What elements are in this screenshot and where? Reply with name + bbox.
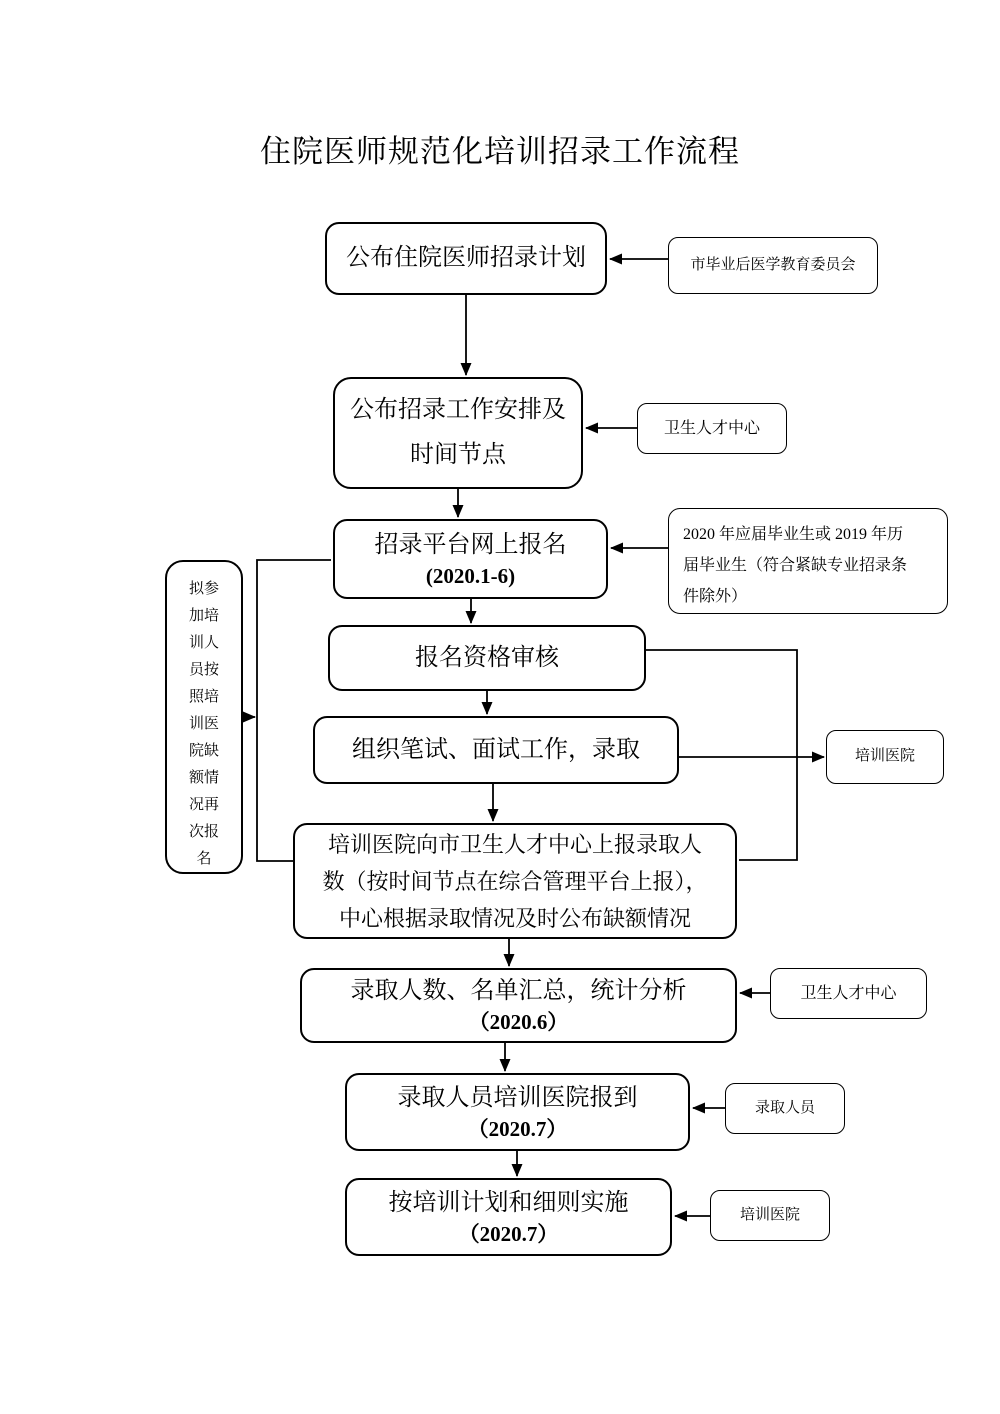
flow-step-period: (2020.1-6) [425, 563, 516, 588]
flow-step-label: 招录平台网上报名 [374, 531, 567, 558]
flow-step-qualification-review [328, 625, 646, 691]
flow-step-summary-analysis [300, 968, 737, 1043]
annotation-label: 录取人员 [754, 1099, 815, 1116]
annotation-talent-center-bottom [770, 968, 927, 1019]
flow-step-label: 报名资格审核 [415, 644, 559, 671]
annotation-talent-center-top [637, 403, 787, 454]
flow-step-announce-plan [325, 222, 607, 295]
note-reapply-by-vacancy [165, 560, 243, 874]
flow-step-label: 组织笔试、面试工作，录取 [352, 736, 640, 763]
annotation-line: 届毕业生（符合紧缺专业招录条 [683, 557, 908, 574]
annotation-line: 2020 年应届毕业生或 2019 年历 [683, 526, 904, 543]
flow-step-label: 录取人数、名单汇总，统计分析 [350, 978, 687, 1005]
flow-step-label: 录取人员培训医院报到 [397, 1084, 638, 1111]
annotation-training-hospital-right [826, 730, 944, 784]
annotation-line: 件除外） [683, 588, 748, 605]
flow-step-hospital-checkin [345, 1073, 690, 1151]
flow-step-online-register [333, 519, 608, 599]
flow-step-announce-schedule [333, 377, 583, 489]
annotation-education-committee [668, 237, 878, 294]
note-text: 拟参加培训人员按照培训医院缺额情况再次报名 [188, 581, 219, 867]
flow-step-line: 培训医院向市卫生人才中心上报录取人 [327, 831, 702, 857]
flow-step-label: 公布住院医师招录计划 [346, 245, 586, 272]
annotation-label: 培训医院 [739, 1206, 800, 1223]
flow-step-exam-admission [313, 716, 679, 784]
annotation-eligible-graduates [668, 508, 948, 614]
annotation-label: 卫生人才中心 [663, 419, 760, 437]
annotation-training-hospital-bottom [710, 1190, 830, 1241]
flow-step-line: 公布招录工作安排及 [350, 397, 566, 424]
page-title: 住院医师规范化培训招录工作流程 [260, 134, 740, 169]
annotation-admitted-people [725, 1083, 845, 1134]
annotation-label: 培训医院 [854, 748, 915, 765]
annotation-label: 卫生人才中心 [800, 984, 897, 1002]
flow-step-line: 中心根据录取情况及时公布缺额情况 [338, 905, 691, 931]
connector-report-feedback-to-register [257, 560, 331, 861]
flow-step-line: 时间节点 [410, 442, 506, 469]
flow-step-implement-training [345, 1178, 672, 1256]
flow-step-period: （2020.6） [468, 1010, 569, 1035]
flow-step-period: （2020.7） [458, 1221, 559, 1246]
flow-step-period: （2020.7） [467, 1116, 568, 1141]
annotation-label: 市毕业后医学教育委员会 [690, 256, 856, 273]
flow-step-line: 数（按时间节点在综合管理平台上报）， [322, 868, 708, 894]
flow-step-label: 按培训计划和细则实施 [388, 1189, 629, 1216]
flow-step-report-admission [293, 823, 737, 939]
